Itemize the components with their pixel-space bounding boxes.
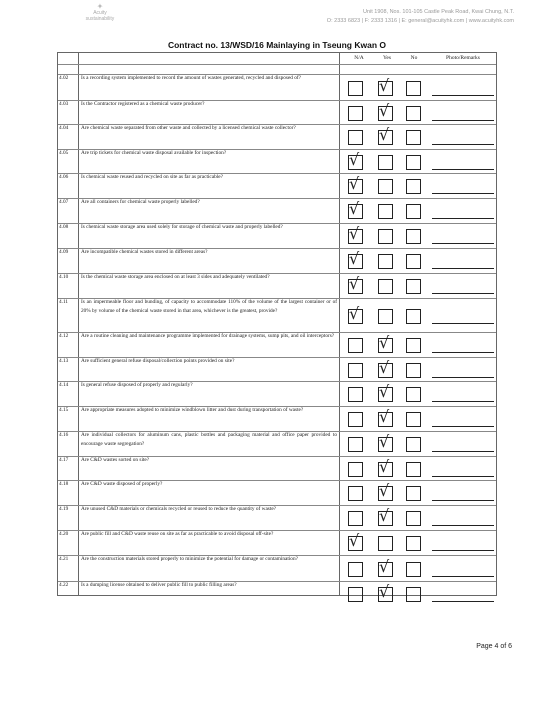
checkbox-na[interactable]	[348, 511, 363, 526]
company-logo	[70, 4, 130, 22]
remarks-line[interactable]	[432, 426, 494, 427]
checkbox-yes[interactable]	[378, 309, 393, 324]
checkbox-na[interactable]	[348, 562, 363, 577]
remarks-line[interactable]	[432, 500, 494, 501]
remarks-line[interactable]	[432, 323, 494, 324]
question-text: Is chemical waste reused and recycled on site as far as practicable?	[81, 174, 223, 180]
checkbox-no[interactable]	[406, 437, 421, 452]
checkbox-na[interactable]	[348, 81, 363, 96]
checkbox-na[interactable]	[348, 130, 363, 145]
remarks-line[interactable]	[432, 377, 494, 378]
checkbox-na[interactable]	[348, 412, 363, 427]
checkbox-yes[interactable]	[378, 179, 393, 194]
remarks-line[interactable]	[432, 550, 494, 551]
checkbox-no[interactable]	[406, 309, 421, 324]
check-mark-icon: √	[379, 382, 390, 401]
check-mark-icon: √	[379, 358, 390, 377]
check-mark-icon: √	[379, 481, 390, 500]
column-header-no: No	[410, 55, 418, 61]
column-divider	[78, 53, 79, 595]
row-number: 4.06	[59, 174, 69, 180]
row-number: 4.11	[59, 299, 69, 305]
checkbox-na[interactable]	[348, 363, 363, 378]
question-text: Are sufficient general refuse disposal/collection points provided on site?	[81, 358, 235, 364]
checkbox-no[interactable]	[406, 279, 421, 294]
page-number: Page 4 of 6	[476, 643, 512, 650]
checkbox-yes[interactable]	[378, 279, 393, 294]
checkbox-no[interactable]	[406, 81, 421, 96]
remarks-line[interactable]	[432, 218, 494, 219]
check-mark-icon: √	[379, 432, 390, 451]
checkbox-yes[interactable]	[378, 229, 393, 244]
remarks-line[interactable]	[432, 95, 494, 96]
checkbox-no[interactable]	[406, 179, 421, 194]
checkbox-na[interactable]	[348, 587, 363, 602]
checkbox-no[interactable]	[406, 462, 421, 477]
remarks-line[interactable]	[432, 576, 494, 577]
address-line: Unit 1908, Nos. 101-105 Castle Peak Road, Kwai Chung, N.T.	[362, 9, 514, 15]
question-text: Is chemical waste storage area used solely for storage of chemical waste and properly labelled?	[81, 224, 283, 230]
check-mark-icon: √	[349, 304, 360, 323]
checkbox-yes[interactable]	[378, 536, 393, 551]
check-mark-icon: √	[379, 407, 390, 426]
page-title: Contract no. 13/WSD/16 Mainlaying in Tseung Kwan O	[167, 40, 387, 50]
checkbox-no[interactable]	[406, 511, 421, 526]
remarks-line[interactable]	[432, 193, 494, 194]
logo-subtext: sustainability	[85, 16, 115, 22]
question-text: Are individual collectors for aluminum cans, plastic bottles and packaging material and office paper provided to encourage waste segregation?	[81, 432, 337, 447]
question-text: Are trip tickets for chemical waste disposal available for inspection?	[81, 150, 227, 156]
check-mark-icon: √	[349, 224, 360, 243]
row-number: 4.02	[59, 75, 69, 81]
checkbox-na[interactable]	[348, 437, 363, 452]
row-number: 4.16	[59, 432, 69, 438]
check-mark-icon: √	[349, 274, 360, 293]
column-header-yes: Yes	[382, 55, 391, 61]
question-text: Is a recording system implemented to record the amount of wastes generated, recycled and disposed of?	[81, 75, 302, 81]
letterhead	[327, 8, 514, 26]
checkbox-yes[interactable]	[378, 155, 393, 170]
column-header-remarks: Photo/Remarks	[446, 55, 480, 61]
row-number: 4.03	[59, 101, 69, 107]
checkbox-no[interactable]	[406, 204, 421, 219]
row-number: 4.22	[59, 582, 69, 588]
question-text: Is the Contractor registered as a chemical waste producer?	[81, 101, 205, 107]
remarks-line[interactable]	[432, 352, 494, 353]
checklist-table	[57, 52, 497, 601]
checkbox-na[interactable]	[348, 387, 363, 402]
row-number: 4.20	[59, 531, 69, 537]
question-text: Is the chemical waste storage area enclosed on at least 3 sides and adequately ventilated?	[81, 274, 270, 280]
row-number: 4.15	[59, 407, 69, 413]
question-text: Are unused C&D materials or chemicals recycled or reused to reduce the quantity of waste?	[81, 506, 277, 512]
remarks-line[interactable]	[432, 293, 494, 294]
remarks-line[interactable]	[432, 451, 494, 452]
checkbox-na[interactable]	[348, 106, 363, 121]
check-mark-icon: √	[349, 249, 360, 268]
remarks-line[interactable]	[432, 120, 494, 121]
check-mark-icon: √	[379, 76, 390, 95]
question-text: Are C&D wastes sorted on site?	[81, 457, 150, 463]
row-number: 4.05	[59, 150, 69, 156]
question-text: Are chemical waste separated from other waste and collected by a licensed chemical waste collector?	[81, 125, 296, 131]
checkbox-no[interactable]	[406, 229, 421, 244]
row-number: 4.07	[59, 199, 69, 205]
check-mark-icon: √	[349, 531, 360, 550]
checkbox-no[interactable]	[406, 412, 421, 427]
checkbox-yes[interactable]	[378, 254, 393, 269]
checkbox-na[interactable]	[348, 462, 363, 477]
remarks-line[interactable]	[432, 401, 494, 402]
question-text: Are all containers for chemical waste properly labelled?	[81, 199, 200, 205]
check-mark-icon: √	[379, 333, 390, 352]
check-mark-icon: √	[379, 557, 390, 576]
checkbox-na[interactable]	[348, 338, 363, 353]
checkbox-no[interactable]	[406, 155, 421, 170]
row-number: 4.13	[59, 358, 69, 364]
check-mark-icon: √	[379, 457, 390, 476]
row-divider	[58, 64, 496, 65]
checkbox-no[interactable]	[406, 387, 421, 402]
checkbox-na[interactable]	[348, 486, 363, 501]
row-number: 4.04	[59, 125, 69, 131]
logo-mark-icon: ✦	[96, 2, 104, 11]
logo-text: Acuity	[93, 10, 107, 16]
checkbox-no[interactable]	[406, 338, 421, 353]
checkbox-no[interactable]	[406, 130, 421, 145]
row-number: 4.10	[59, 274, 69, 280]
question-text: Is a dumping license obtained to deliver public fill to public filling areas?	[81, 582, 237, 588]
check-mark-icon: √	[349, 150, 360, 169]
question-text: Are public fill and C&D waste reuse on site as far as practicable to avoid disposal off-site?	[81, 531, 274, 537]
row-number: 4.18	[59, 481, 69, 487]
check-mark-icon: √	[379, 506, 390, 525]
checkbox-no[interactable]	[406, 562, 421, 577]
row-number: 4.09	[59, 249, 69, 255]
remarks-line[interactable]	[432, 525, 494, 526]
checkbox-no[interactable]	[406, 486, 421, 501]
checkbox-no[interactable]	[406, 106, 421, 121]
checkbox-yes[interactable]	[378, 204, 393, 219]
check-mark-icon: √	[379, 101, 390, 120]
row-number: 4.19	[59, 506, 69, 512]
column-divider	[339, 53, 340, 595]
column-header-na: N/A	[354, 55, 364, 61]
question-text: Are a routine cleaning and maintenance programme implemented for drainage systems, sump pits, and oil interceptors?	[81, 333, 335, 339]
check-mark-icon: √	[349, 199, 360, 218]
check-mark-icon: √	[379, 582, 390, 601]
question-text: Is an impermeable floor and bunding, of capacity to accommodate 110% of the volume of the largest container or of 20% by volume of the chemical waste stored in that area, whichever is the greatest, provide?	[81, 299, 337, 314]
row-number: 4.17	[59, 457, 69, 463]
row-number: 4.14	[59, 382, 69, 388]
remarks-line[interactable]	[432, 144, 494, 145]
contact-line: O: 2333 6823 | F: 2333 1316 | E: general@acuityhk.com | www.acuityhk.com	[326, 18, 514, 24]
remarks-line[interactable]	[432, 601, 494, 602]
check-mark-icon: √	[349, 174, 360, 193]
question-text: Are the construction materials stored properly to minimize the potential for damage or contamination?	[81, 556, 298, 562]
checkbox-no[interactable]	[406, 536, 421, 551]
question-text: Are C&D waste disposed of properly?	[81, 481, 163, 487]
question-text: Is general refuse disposed of properly and regularly?	[81, 382, 193, 388]
remarks-line[interactable]	[432, 169, 494, 170]
checkbox-no[interactable]	[406, 363, 421, 378]
remarks-line[interactable]	[432, 268, 494, 269]
row-number: 4.21	[59, 556, 69, 562]
checkbox-no[interactable]	[406, 254, 421, 269]
row-number: 4.12	[59, 333, 69, 339]
question-text: Are incompatible chemical wastes stored in different areas?	[81, 249, 208, 255]
checkbox-no[interactable]	[406, 587, 421, 602]
check-mark-icon: √	[379, 125, 390, 144]
question-text: Are appropriate measures adopted to minimize windblown litter and dust during transportation of waste?	[81, 407, 304, 413]
remarks-line[interactable]	[432, 476, 494, 477]
row-number: 4.08	[59, 224, 69, 230]
remarks-line[interactable]	[432, 243, 494, 244]
